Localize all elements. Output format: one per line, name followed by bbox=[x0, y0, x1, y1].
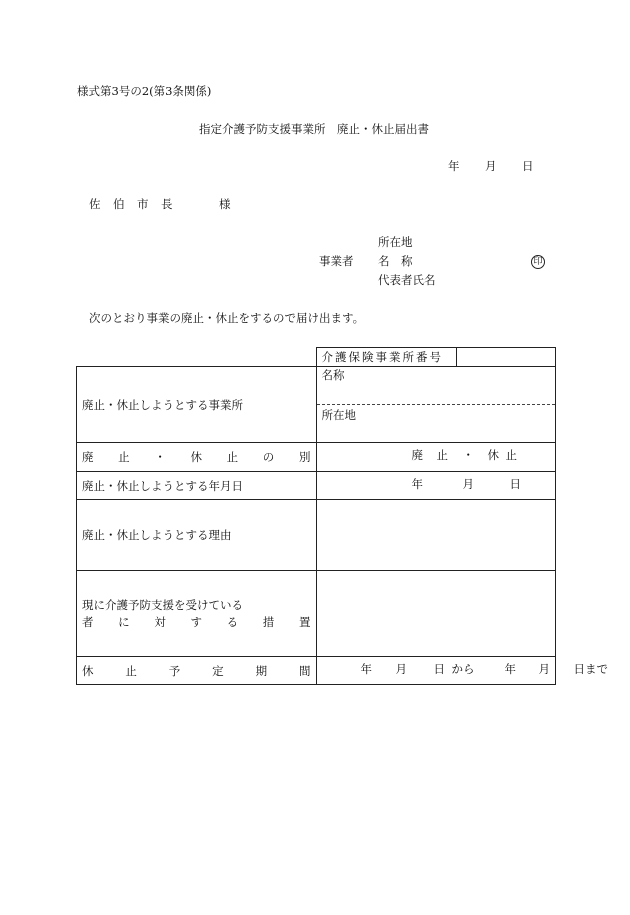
date-month-label: 月 bbox=[485, 159, 497, 173]
measures-label-char: る bbox=[226, 614, 239, 629]
seal-mark: 印 bbox=[531, 255, 545, 269]
business-address-label: 所在地 bbox=[321, 408, 356, 422]
period-label-char: 間 bbox=[298, 663, 311, 678]
period-label bbox=[77, 663, 316, 679]
measures-label-char: に bbox=[118, 614, 130, 629]
type-label-char: ・ bbox=[154, 450, 166, 464]
business-label-cell bbox=[77, 367, 317, 443]
type-label-cell bbox=[77, 443, 317, 472]
applicant-representative-label: 代表者氏名 bbox=[378, 273, 436, 287]
type-option-haishi-1[interactable]: 廃 bbox=[411, 448, 423, 462]
measures-label-line2 bbox=[82, 614, 311, 631]
type-label-char: 別 bbox=[298, 450, 311, 464]
measures-label-char: 対 bbox=[154, 614, 166, 629]
period-to-year-unit: 年 bbox=[504, 661, 516, 676]
type-label bbox=[77, 449, 316, 465]
type-label-char: 止 bbox=[118, 450, 130, 464]
provider-number-label: 介護保険事業所番号 bbox=[317, 348, 457, 366]
measures-label-char: 者 bbox=[82, 614, 94, 629]
period-from-word: から bbox=[451, 661, 475, 676]
period-label-char: 止 bbox=[125, 663, 137, 678]
type-option-kyushi-2[interactable]: 止 bbox=[505, 448, 517, 462]
period-from-year-unit: 年 bbox=[360, 661, 372, 676]
addressee-honorific: 様 bbox=[219, 197, 231, 211]
type-value-cell bbox=[316, 443, 556, 472]
addressee-char: 長 bbox=[161, 197, 173, 211]
date-day-unit: 日 bbox=[509, 476, 521, 491]
date-year-unit: 年 bbox=[411, 476, 423, 491]
date-label: 廃止・休止しようとする年月日 bbox=[82, 478, 243, 493]
period-label-cell bbox=[77, 657, 317, 685]
addressee-char: 伯 bbox=[113, 197, 125, 211]
measures-label-line1: 現に介護予防支援を受けている bbox=[82, 597, 243, 612]
provider-number-cell bbox=[316, 348, 556, 367]
document-title: 指定介護予防支援事業所 廃止・休止届出書 bbox=[199, 122, 429, 136]
period-label-char: 予 bbox=[168, 663, 181, 678]
period-label-char: 定 bbox=[212, 663, 224, 678]
business-label: 廃止・休止しようとする事業所 bbox=[82, 397, 243, 412]
date-month-unit: 月 bbox=[462, 476, 474, 491]
business-address-field[interactable] bbox=[317, 424, 556, 442]
reason-label: 廃止・休止しようとする理由 bbox=[82, 528, 232, 542]
period-from-month-unit: 月 bbox=[395, 661, 407, 676]
business-name-field[interactable] bbox=[317, 384, 556, 404]
reason-field[interactable] bbox=[316, 500, 556, 571]
addressee-char: 市 bbox=[137, 197, 149, 211]
measures-label-cell bbox=[77, 571, 317, 657]
period-value-cell[interactable] bbox=[316, 657, 608, 685]
period-to-month-unit: 月 bbox=[538, 661, 550, 676]
applicant-name-label: 名 称 bbox=[378, 254, 413, 268]
intro-text: 次のとおり事業の廃止・休止をするので届け出ます。 bbox=[89, 311, 365, 325]
period-to-day-until: 日まで bbox=[573, 661, 608, 676]
type-option-kyushi-1[interactable]: 休 bbox=[487, 448, 499, 462]
date-value-cell[interactable] bbox=[316, 472, 556, 500]
measures-label-char: 措 bbox=[262, 614, 275, 629]
blank-corner-cell bbox=[77, 348, 317, 367]
measures-field[interactable] bbox=[316, 571, 556, 657]
reason-label-cell bbox=[77, 500, 317, 571]
type-option-haishi-2[interactable]: 止 bbox=[436, 448, 448, 462]
type-option-dot: ・ bbox=[462, 448, 474, 462]
date-year-label: 年 bbox=[448, 159, 460, 173]
type-label-char: 休 bbox=[190, 450, 202, 464]
date-day-label: 日 bbox=[522, 159, 534, 173]
applicant-role-label: 事業者 bbox=[319, 254, 354, 268]
period-label-char: 休 bbox=[82, 663, 94, 678]
measures-label-char: 置 bbox=[298, 614, 311, 629]
provider-number-field[interactable] bbox=[457, 348, 556, 366]
date-label-cell bbox=[77, 472, 317, 500]
type-label-char: の bbox=[262, 450, 275, 464]
period-from-day-unit: 日 bbox=[433, 661, 445, 676]
business-name-label: 名称 bbox=[321, 368, 345, 382]
applicant-address-label: 所在地 bbox=[378, 235, 413, 249]
measures-label-char: す bbox=[190, 614, 202, 629]
business-value-cell bbox=[316, 367, 556, 443]
type-label-char: 廃 bbox=[82, 450, 94, 464]
period-label-char: 期 bbox=[255, 663, 268, 678]
form-number: 様式第3号の2(第3条関係) bbox=[77, 84, 212, 98]
type-label-char: 止 bbox=[226, 450, 239, 464]
addressee-char: 佐 bbox=[89, 197, 101, 211]
notification-table bbox=[76, 347, 608, 685]
